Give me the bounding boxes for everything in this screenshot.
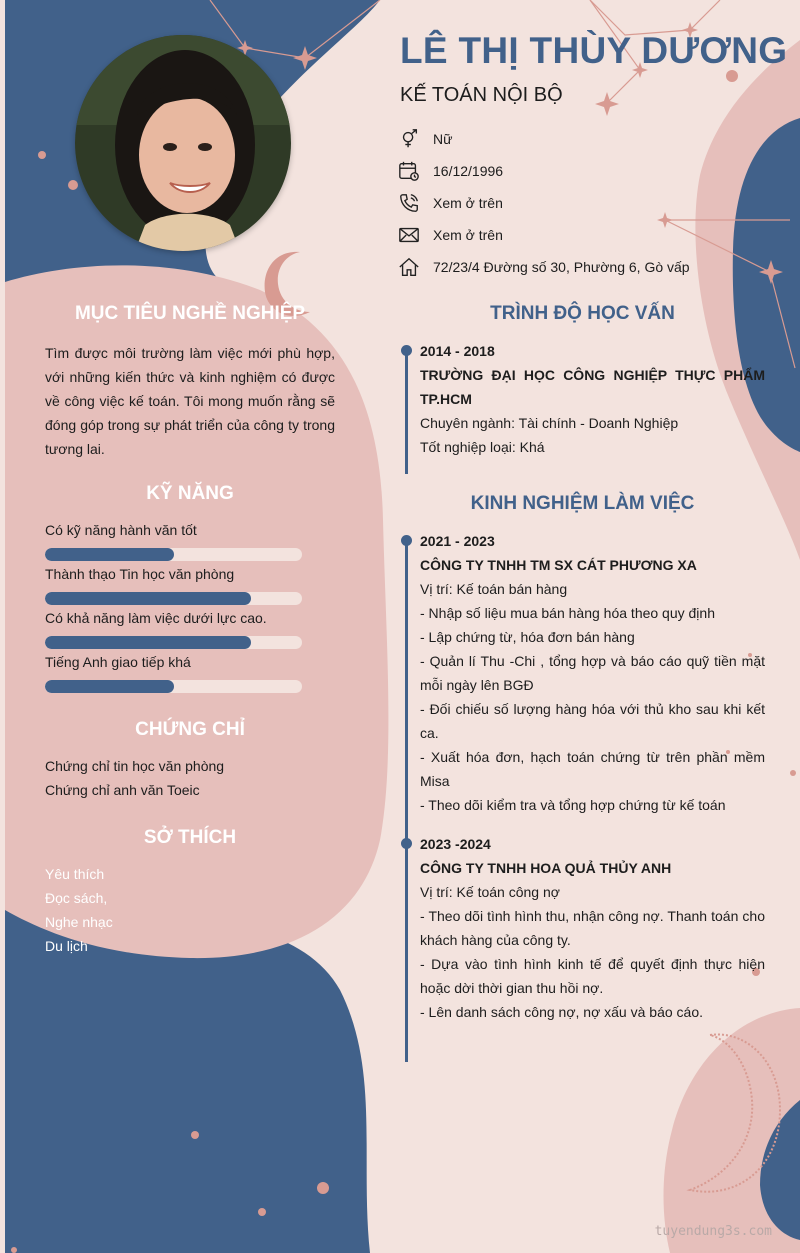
- job-detail: - Nhập số liệu mua bán hàng hóa theo quy định: [420, 605, 715, 621]
- candidate-name: LÊ THỊ THÙY DƯƠNG: [400, 30, 788, 71]
- experience-title: KINH NGHIỆM LÀM VIỆC: [470, 493, 695, 514]
- address-text: 72/23/4 Đường số 30, Phường 6, Gò vấp: [433, 259, 690, 275]
- job-detail: Vị trí: Kế toán bán hàng: [420, 581, 568, 597]
- info-email: [398, 223, 503, 247]
- watermark: tuyendung3s.com: [654, 1224, 772, 1239]
- timeline-line: [405, 350, 408, 474]
- info-gender: [398, 127, 452, 151]
- job-period: 2023 -2024: [420, 836, 491, 852]
- info-phone: [398, 191, 503, 215]
- skills-title: KỸ NĂNG: [146, 483, 234, 504]
- certificates-title: CHỨNG CHỈ: [135, 719, 245, 740]
- hobby-item: Đọc sách,: [45, 890, 108, 906]
- job-detail: - Đối chiếu số lượng hàng hóa với thủ kho sau khi kết ca.: [420, 701, 765, 741]
- email-text: Xem ở trên: [433, 227, 503, 243]
- hobbies-title: SỞ THÍCH: [143, 827, 237, 848]
- hobby-item: Du lịch: [45, 938, 88, 954]
- job-title: KẾ TOÁN NỘI BỘ: [400, 84, 563, 106]
- job-detail: - Theo dõi tình hình thu, nhận công nợ. Thanh toán cho khách hàng của công ty.: [420, 908, 765, 948]
- skill-bar-fill: [45, 636, 251, 649]
- skill-bar: [45, 636, 302, 649]
- objective-text: Tìm được môi trường làm việc mới phù hợp, với những kiến thức và kinh nghiệm có được về công việc kế toán. Tôi mong muốn rằng sẽ đóng góp trong sự phát triển của công ty trong tương lai.: [45, 345, 335, 457]
- job-period: 2021 - 2023: [420, 533, 495, 549]
- job-detail: - Dựa vào tình hình kinh tế để quyết định thực hiện hoặc dời thời gian thu hồi nợ.: [420, 956, 765, 996]
- skill-bar-fill: [45, 548, 174, 561]
- job-detail: - Quản lí Thu -Chi , tổng hợp và báo cáo quỹ tiền mặt mỗi ngày lên BGĐ: [420, 653, 765, 693]
- certificate-item: Chứng chỉ tin học văn phòng: [45, 758, 225, 774]
- timeline-dot: [401, 345, 412, 356]
- education-title: TRÌNH ĐỘ HỌC VẤN: [490, 303, 675, 324]
- timeline-line: [405, 540, 408, 1062]
- avatar: [75, 35, 291, 251]
- skill-bar-fill: [45, 680, 174, 693]
- job-company: CÔNG TY TNHH TM SX CÁT PHƯƠNG XA: [420, 557, 697, 573]
- calendar-icon: [398, 160, 420, 182]
- education-grade: Tốt nghiệp loại: Khá: [420, 439, 545, 455]
- hobby-item: Yêu thích: [45, 866, 105, 882]
- objective-title: MỤC TIÊU NGHỀ NGHIỆP: [74, 303, 306, 324]
- skill-label: Thành thạo Tin học văn phòng: [45, 566, 235, 582]
- education-school: TRƯỜNG ĐẠI HỌC CÔNG NGHIỆP THỰC PHẨM TP.HCM: [420, 367, 765, 407]
- skill-label: Có khả năng làm việc dưới lực cao.: [45, 610, 267, 626]
- info-address: [398, 255, 690, 279]
- skill-bar-fill: [45, 592, 251, 605]
- skill-bar: [45, 680, 302, 693]
- gender-text: Nữ: [433, 131, 453, 147]
- job-detail: - Lên danh sách công nợ, nợ xấu và báo cáo.: [420, 1004, 703, 1020]
- phone-text: Xem ở trên: [433, 195, 503, 211]
- job-detail: Vị trí: Kế toán công nợ: [420, 884, 560, 900]
- education-period: 2014 - 2018: [420, 343, 495, 359]
- skill-label: Có kỹ năng hành văn tốt: [45, 522, 197, 538]
- phone-icon: [398, 192, 420, 214]
- job-company: CÔNG TY TNHH HOA QUẢ THỦY ANH: [420, 860, 672, 876]
- job-detail: - Lập chứng từ, hóa đơn bán hàng: [420, 629, 635, 645]
- avatar-photo: [75, 35, 291, 251]
- birthday-text: 16/12/1996: [433, 163, 504, 179]
- certificate-item: Chứng chỉ anh văn Toeic: [45, 782, 200, 798]
- hobby-item: Nghe nhạc: [45, 914, 113, 930]
- info-birthday: [398, 159, 503, 183]
- job-detail: - Xuất hóa đơn, hạch toán chứng từ trên phần mềm Misa: [420, 749, 765, 789]
- skill-label: Tiếng Anh giao tiếp khá: [45, 654, 191, 670]
- email-icon: [398, 224, 420, 246]
- education-major: Chuyên ngành: Tài chính - Doanh Nghiệp: [420, 415, 679, 431]
- timeline-dot: [401, 838, 412, 849]
- timeline-dot: [401, 535, 412, 546]
- skill-bar: [45, 548, 302, 561]
- gender-icon: [398, 128, 420, 150]
- home-icon: [398, 256, 420, 278]
- skill-bar: [45, 592, 302, 605]
- job-detail: - Theo dõi kiểm tra và tổng hợp chứng từ kế toán: [420, 797, 726, 813]
